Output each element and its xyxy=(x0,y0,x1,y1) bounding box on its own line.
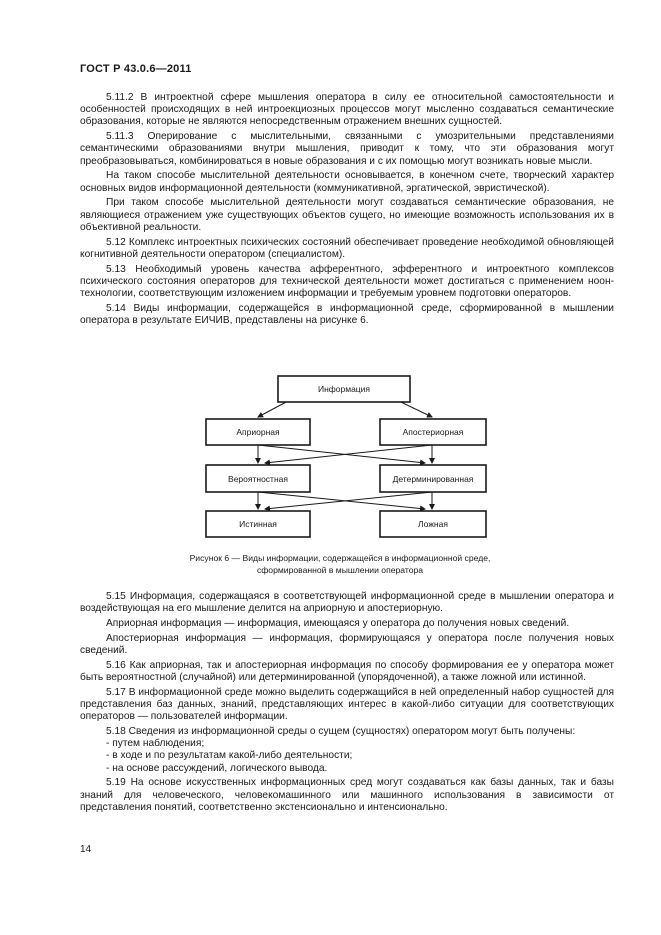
label-apriori: Априорная xyxy=(236,427,280,437)
caption-line: Рисунок 6 — Виды информации, содержащейся в информационной среде, xyxy=(189,553,491,563)
paragraph: Апостериорная информация — информация, формирующаяся у оператора после получения новых сведений. xyxy=(80,632,614,656)
paragraph: 5.14 Виды информации, содержащейся в информационной среде, сформированной в мышлении оператора в результате ЕИЧИВ, представлены на рисунке 6. xyxy=(80,302,614,327)
connector-line xyxy=(265,445,432,463)
label-information: Информация xyxy=(317,384,371,394)
label-false: Ложная xyxy=(418,519,448,529)
paragraph: Априорная информация — информация, имеющаяся у оператора до получения новых сведений. xyxy=(106,618,570,629)
paragraph: 5.11.3 Оперирование с мыслительными, связанными с умозрительными представлениями семантическими образованиями внутри мышления, приводит к тому, что эти образования могут преобразовываться, комбинироваться в новые образования и с их помощью могут возникать новые мысли. xyxy=(80,131,614,167)
paragraph: 5.19 На основе искусственных информационных сред могут создаваться как базы данных, так и базы знаний для человеческого, человекомашинного или машинного использования в зависимости от представления понятий, соответственно экстенсионально и интенсионально. xyxy=(80,777,614,813)
text-block-bottom xyxy=(80,591,614,817)
list-item: - в ходе и по результатам какой-либо деятельности; xyxy=(106,750,353,762)
label-aposteriori: Апостериорная xyxy=(402,427,464,437)
paragraph: 5.17 В информационной среде можно выделить содержащийся в ней определенный набор сущностей для представления баз данных, знаний, представляющих интерес в какой-либо ситуации для соответствующих операторов — пользователей информации. xyxy=(80,686,614,723)
caption-line: сформированной в мышлении оператора xyxy=(256,564,424,575)
paragraph: При таком способе мыслительной деятельности могут создаваться семантические образования, не являющиеся отражением уже существующих объектов сущего, но имеющие возможность использования их в объективной реальности. xyxy=(80,197,614,233)
paragraph: На таком способе мыслительной деятельности основывается, в конечном счете, творческий характер основных видов информационной деятельности (коммуникативной, эргатической, эвристической). xyxy=(80,170,614,194)
paragraph: 5.12 Комплекс интроектных психических состояний обеспечивает проведение необходимой обновляющей когнитивной деятельности оператором (специалистом). xyxy=(80,236,614,260)
paragraph: 5.18 Сведения из информационной среды о сущем (сущностях) оператором могут быть получены: xyxy=(106,726,576,737)
information-types-diagram xyxy=(200,372,500,542)
list-item: - на основе рассуждений, логического вывода. xyxy=(106,762,328,774)
connector-line xyxy=(265,492,432,509)
paragraph: 5.13 Необходимый уровень качества афферентного, эфферентного и интроектного комплексов психического состояния операторов для технической деятельности может достигаться с применением ноон-технологии, соответствующим изложением информации и требуемым уровнем подготовки операторов. xyxy=(80,263,614,300)
paragraph: 5.15 Информация, содержащаяся в соответствующей информационной среде в мышлении оператора и воздействующая на его мышление делится на априорную и апостериорную. xyxy=(80,591,614,615)
label-deterministic: Детерминированная xyxy=(392,474,474,484)
page-number: 14 xyxy=(80,844,92,855)
list-item: - путем наблюдения; xyxy=(106,738,205,750)
text-block-top xyxy=(80,92,614,330)
connector-line xyxy=(258,492,425,509)
paragraph: 5.11.2 В интроектной сфере мышления оператора в силу ее относительной самостоятельности и особенностей происходящих в ней интроекциозных процессов могут мысленно создаваться семантические образования, которые не являются непосредственным отражением внешних сущностей. xyxy=(80,92,614,128)
document-code: ГОСТ Р 43.0.6—2011 xyxy=(80,63,192,75)
label-probabilistic: Вероятностная xyxy=(228,474,288,484)
figure-caption xyxy=(140,553,540,576)
connector-line xyxy=(258,445,425,463)
label-true: Истинная xyxy=(239,519,277,529)
paragraph: 5.16 Как априорная, так и апостериорная информация по способу формирования ее у оператора может быть вероятностной (случайной) или детерминированной (упорядоченной), а также ложной или истинной. xyxy=(80,659,614,683)
